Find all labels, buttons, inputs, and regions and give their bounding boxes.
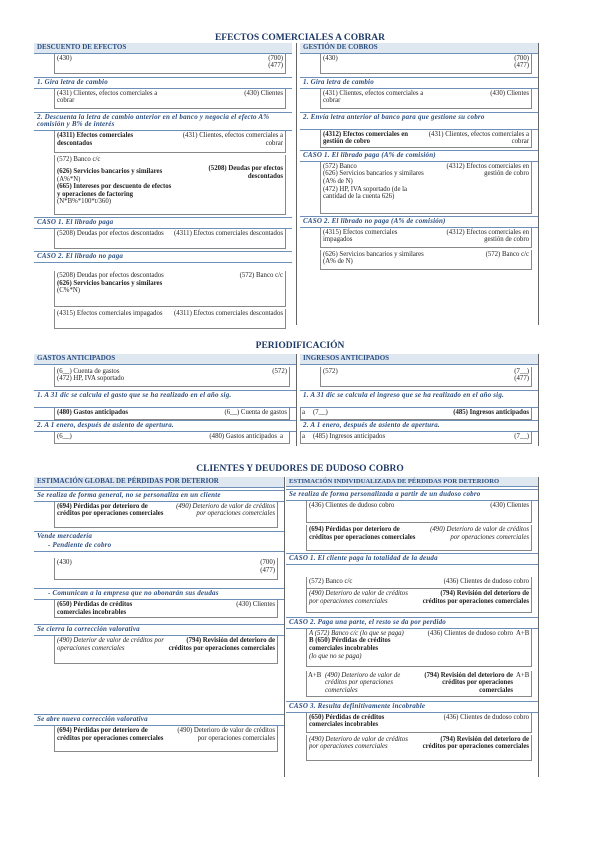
debit: (4315) Efectos comerciales impagados: [57, 309, 163, 317]
step: CASO 1. El cliente paga la totalidad de la deuda: [286, 553, 538, 565]
entry: [306, 501, 532, 523]
debit: (5208) Deudas por efectos descontados: [57, 271, 164, 279]
debit: (572) Banco c/c: [57, 156, 101, 164]
step: 2. A 1 enero, después de asiento de apertura.: [34, 420, 296, 432]
credit: (430) Clientes: [236, 601, 275, 609]
note: (A% de N): [323, 177, 353, 185]
credit: (490) Deterioro de valor de créditos por operaciones comerciales: [430, 526, 529, 541]
note: (A%*N): [57, 175, 81, 183]
entry: [54, 558, 278, 580]
step: CASO 1. El librado paga (A% de comisión): [300, 150, 538, 162]
debit: (480) Gastos anticipados: [57, 408, 128, 416]
credit: (4312) Efectos comerciales en gestión de cobro: [446, 228, 529, 244]
marker: a: [302, 432, 306, 440]
credit: (430) Clientes: [490, 502, 529, 510]
column-ingresos: [300, 354, 538, 444]
credit: (700) (477): [260, 559, 275, 574]
debit: (650) Pérdidas de créditos comerciales incobrables: [57, 601, 133, 616]
step: 1. A 31 dic se calcula el gasto que se ha realizado en el año sig.: [34, 390, 296, 408]
entry: [306, 629, 532, 667]
debit: (6__) Cuenta de gastos: [57, 367, 120, 375]
section-title-efectos: EFECTOS COMERCIALES A COBRAR: [214, 33, 386, 43]
divider: [538, 43, 539, 325]
debit: (626) Servicios bancarios y similares: [57, 167, 163, 175]
credit: (4312) Efectos comerciales en gestión de cobro: [446, 162, 529, 178]
debit: (694) Pérdidas por deterioro de créditos por operaciones comerciales: [309, 526, 416, 541]
step: 2. A 1 enero, después de asiento de apertura.: [300, 420, 538, 432]
debit: (6__): [57, 432, 72, 440]
debit: (694) Pérdidas por deterioro de créditos por operaciones comerciales: [57, 727, 164, 742]
entry: [306, 671, 532, 697]
debit: (430): [57, 54, 72, 62]
marker: A+B: [516, 629, 530, 637]
debit: (7__): [313, 408, 328, 416]
credit: (700) (477): [268, 54, 283, 70]
debit: (626) Servicios bancarios y similares: [323, 170, 424, 178]
entry: [54, 502, 278, 528]
debit: (5208) Deudas por efectos descontados: [57, 230, 164, 238]
header-descuento: DESCUENTO DE EFECTOS: [34, 43, 292, 54]
debit: (485) Ingresos anticipados: [313, 432, 386, 440]
credit: (490) Deterioro de valor de créditos por operaciones comerciales: [177, 727, 275, 742]
entry: [300, 408, 532, 420]
debit: (665) Intereses por descuento de efectos y operaciones de factoring: [57, 183, 172, 198]
credit: (490) Deterioro de valor de créditos por operaciones comerciales: [176, 502, 275, 518]
debit: (4312) Efectos comerciales en gestión de cobro: [323, 130, 408, 146]
entry: [320, 54, 532, 74]
column-individual: [286, 477, 538, 761]
step: CASO 1. El librado paga: [34, 217, 292, 229]
credit: (794) Revisión del deterioro de créditos por operaciones comerciales: [422, 590, 529, 605]
debit: A (572) Banco c/c (lo que se paga): [309, 629, 404, 637]
credit: (7__) (477): [514, 367, 529, 383]
entry: [54, 89, 286, 109]
entry: [306, 577, 532, 589]
entry: [54, 367, 290, 387]
entry: [54, 636, 278, 664]
step: CASO 2. El librado no paga (A% de comisión): [300, 216, 538, 228]
debit: (650) Pérdidas de créditos comerciales incobrables: [309, 713, 385, 729]
debit: (490) Deterior de valor de créditos por operaciones comerciales: [57, 637, 164, 652]
column-global: [34, 477, 284, 752]
credit: (485) Ingresos anticipados: [453, 408, 529, 416]
step: Se cierra la corrección valorativa: [34, 624, 284, 636]
marker: A+B: [516, 671, 530, 679]
entry: [54, 54, 286, 74]
debit: (490) Deterioro de valor de créditos por operaciones comerciales: [309, 735, 408, 751]
entry: [320, 228, 532, 248]
step: Vende mercadería: [34, 531, 284, 542]
divider: [296, 354, 297, 446]
debit: (490) Deterioro de valor de créditos por operaciones comerciales: [325, 671, 401, 695]
marker: a: [280, 432, 284, 440]
credit: (431) Clientes, efectos comerciales a cobrar: [428, 130, 529, 146]
section-title-clientes: CLIENTES Y DEUDORES DE DUDOSO COBRO: [196, 464, 404, 474]
credit: (5208) Deudas por efectos descontados: [208, 165, 283, 180]
entry: [300, 432, 532, 444]
debit: (694) Pérdidas por deterioro de créditos por operaciones comerciales: [57, 502, 164, 518]
credit: (4311) Efectos comerciales descontados: [173, 230, 283, 238]
entry: [54, 229, 286, 249]
debit: (572) Banco c/c: [309, 578, 353, 586]
step: 1. A 31 dic se calcula el ingreso que se ha realizado en el año sig.: [300, 390, 538, 408]
entry: [320, 250, 532, 270]
entry: [54, 432, 290, 444]
step: CASO 2. El librado no paga: [34, 251, 292, 263]
step: Se realiza de forma general, no se personaliza en un cliente: [34, 490, 284, 502]
entry: [54, 726, 278, 752]
entry: [320, 162, 532, 214]
credit: (6__) Cuenta de gastos: [224, 408, 287, 416]
credit: (436) Clientes de dudoso cobro: [443, 578, 529, 586]
debit: (472) HP, IVA soportado: [57, 375, 125, 383]
debit: (626) Servicios bancarios y similares: [57, 279, 163, 287]
credit: (572) Banco c/c: [485, 250, 529, 258]
credit: (430) Clientes: [490, 89, 529, 97]
column-gestion: [300, 43, 538, 270]
entry: [320, 89, 532, 109]
debit: (490) Deterioro de valor de créditos por operaciones comerciales: [309, 590, 408, 605]
debit: (572) Banco: [323, 162, 357, 170]
debit: (4311) Efectos comerciales descontados: [57, 132, 134, 147]
note: (lo que no se paga): [309, 652, 362, 660]
entry: [306, 589, 532, 613]
entry: [306, 713, 532, 733]
credit: (572): [272, 367, 287, 375]
entry: [306, 525, 532, 551]
entry: [54, 155, 286, 215]
credit: (480) Gastos anticipados: [209, 432, 277, 440]
debit: (4315) Efectos comerciales impagados: [323, 228, 398, 244]
credit: (436) Clientes de dudoso cobro: [443, 713, 529, 721]
entry: [54, 131, 286, 153]
entry: [320, 367, 532, 387]
step: CASO 3. Resulta definitivamente incobrable: [286, 701, 538, 713]
divider: [284, 477, 285, 777]
header-gestion: GESTIÓN DE COBROS: [300, 43, 538, 54]
marker: A+B: [308, 671, 322, 679]
credit: (572) Banco c/c: [239, 271, 283, 279]
credit: (794) Revisión del deterioro de créditos por operaciones comerciales: [168, 637, 275, 652]
step: 2. Envía letra anterior al banco para que gestione su cobro: [300, 112, 538, 130]
credit: (436) Clientes de dudoso cobro: [427, 629, 513, 637]
header-global: ESTIMACIÓN GLOBAL DE PÉRDIDAS POR DETERIOR: [34, 477, 284, 488]
entry: [306, 735, 532, 761]
entry: [54, 271, 286, 307]
credit: (4311) Efectos comerciales descontados: [173, 309, 283, 317]
debit: B (650) Pérdidas de créditos comerciales incobrables: [309, 637, 391, 653]
debit: (431) Clientes, efectos comerciales a cobrar: [57, 89, 158, 105]
marker: a: [302, 408, 306, 416]
column-gastos: [34, 354, 296, 444]
entry: [54, 408, 290, 420]
header-gastos: GASTOS ANTICIPADOS: [34, 354, 296, 365]
debit: (430): [323, 54, 338, 62]
credit: (431) Clientes, efectos comerciales a cobrar: [182, 132, 283, 147]
step: 1. Gira letra de cambio: [300, 77, 538, 89]
debit: (430): [57, 559, 72, 567]
divider: [538, 477, 539, 777]
credit: (794) Revisión del deterioro de créditos por operaciones comerciales: [424, 671, 513, 695]
note: (N*B%*100*t/360): [57, 198, 111, 206]
credit: (7__): [514, 432, 529, 440]
note: (C%*N): [57, 287, 81, 295]
step: - Comunican a la empresa que no abonarán sus deudas: [34, 588, 284, 600]
divider: [538, 354, 539, 446]
entry: [54, 309, 286, 329]
step: Se realiza de forma personalizada a partir de un dudoso cobro: [286, 489, 538, 501]
entry: [54, 600, 278, 618]
debit: (472) HP, IVA soportado (de la cantidad de la cuenta 626): [323, 185, 408, 201]
header-ingresos: INGRESOS ANTICIPADOS: [300, 354, 538, 365]
credit: (794) Revisión del deterioro de créditos por operaciones comerciales: [422, 735, 529, 751]
section-title-periodificacion: PERIODIFICACIÓN: [255, 341, 345, 351]
step: CASO 2. Paga una parte, el resto se da por perdido: [286, 617, 538, 629]
entry: [320, 130, 532, 148]
step: Se abre nueva corrección valorativa: [34, 714, 284, 726]
step: - Pendiente de cobro: [34, 541, 284, 552]
debit: (572): [323, 367, 338, 375]
debit: (431) Clientes, efectos comerciales a cobrar: [323, 89, 424, 105]
credit: (700) (477): [514, 54, 529, 70]
step: 2. Descuenta la letra de cambio anterior en el banco y negocia el efecto A% comisión y B% de interés: [34, 112, 292, 132]
header-individual: ESTIMACIÓN INDIVIDUALIZADA DE PÉRDIDAS POR DETERIORO: [286, 477, 538, 487]
step: 1. Gira letra de cambio: [34, 77, 292, 89]
divider: [296, 43, 297, 325]
credit: (430) Clientes: [244, 89, 283, 97]
column-descuento: [34, 43, 292, 329]
debit: (436) Clientes de dudoso cobro: [309, 502, 395, 510]
debit: (626) Servicios bancarios y similares (A% de N): [323, 250, 424, 266]
